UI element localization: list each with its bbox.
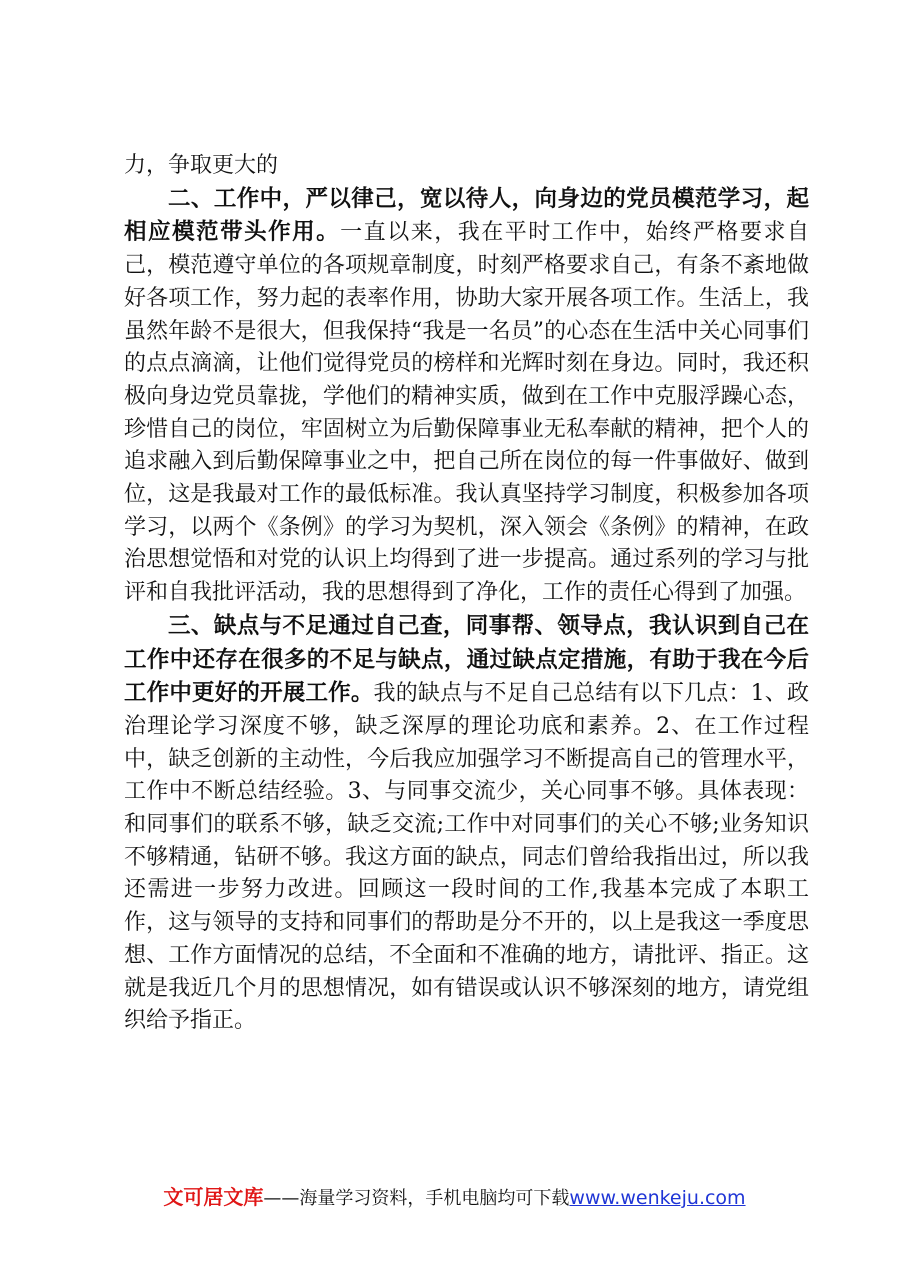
section-2-heading: 二、工作中，严以律己，宽以待人，向身边的党员模范学习，起相应模范带头作用。 [124,185,809,246]
section-3-heading: 三、缺点与不足通过自己查，同事帮、领导点，我认识到自己在工作中还存在很多的不足与缺点，通过缺点定措施，有助于我在今后工作中更好的开展工作。 [124,612,809,707]
footer-banner [0,1181,909,1210]
section-3-paragraph [124,610,809,1038]
continuation-paragraph [124,150,809,183]
brand-name: 文可居文库 [163,1185,264,1209]
section-3-body: 我的缺点与不足自己总结有以下几点：1、政治理论学习深度不够，缺乏深厚的理论功底和素养。2、在工作过程中，缺乏创新的主动性，今后我应加强学习不断提高自己的管理水平，工作中不断总结经验。3、与同事交流少，关心同事不够。具体表现：和同事们的联系不够，缺乏交流;工作中对同事们的关心不够;业务知识不够精通，钻研不够。我这方面的缺点，同志们曾给我指出过，所以我还需进一步努力改进。回顾这一段时间的工作,我基本完成了本职工作，这与领导的支持和同事们的帮助是分不开的，以上是我这一季度思想、工作方面情况的总结，不全面和不准确的地方，请批评、指正。这就是我近几个月的思想情况，如有错误或认识不够深刻的地方，请党组织给予指正。 [124,681,809,1034]
section-2-paragraph [124,183,809,610]
document-body [124,150,809,1038]
footer-tagline: ——海量学习资料，手机电脑均可下载 [263,1188,570,1209]
section-2-body: 一直以来，我在平时工作中，始终严格要求自己，模范遵守单位的各项规章制度，时刻严格要求自己，有条不紊地做好各项工作，努力起的表率作用，协助大家开展各项工作。生活上，我虽然年龄不是很大，但我保持“我是一名员”的心态在生活中关心同事们的点点滴滴，让他们觉得党员的榜样和光辉时刻在身边。同时，我还积极向身边党员靠拢，学他们的精神实质，做到在工作中克服浮躁心态，珍惜自己的岗位，牢固树立为后勤保障事业无私奉献的精神，把个人的追求融入到后勤保障事业之中，把自己所在岗位的每一件事做好、做到位，这是我最对工作的最低标准。我认真坚持学习制度，积极参加各项学习，以两个《条例》的学习为契机，深入领会《条例》的精神，在政治思想觉悟和对党的认识上均得到了进一步提高。通过系列的学习与批评和自我批评活动，我的思想得到了净化，工作的责任心得到了加强。 [124,220,809,606]
site-link[interactable]: www.wenkeju.com [569,1187,746,1209]
continuation-text: 力，争取更大的 [124,153,279,178]
